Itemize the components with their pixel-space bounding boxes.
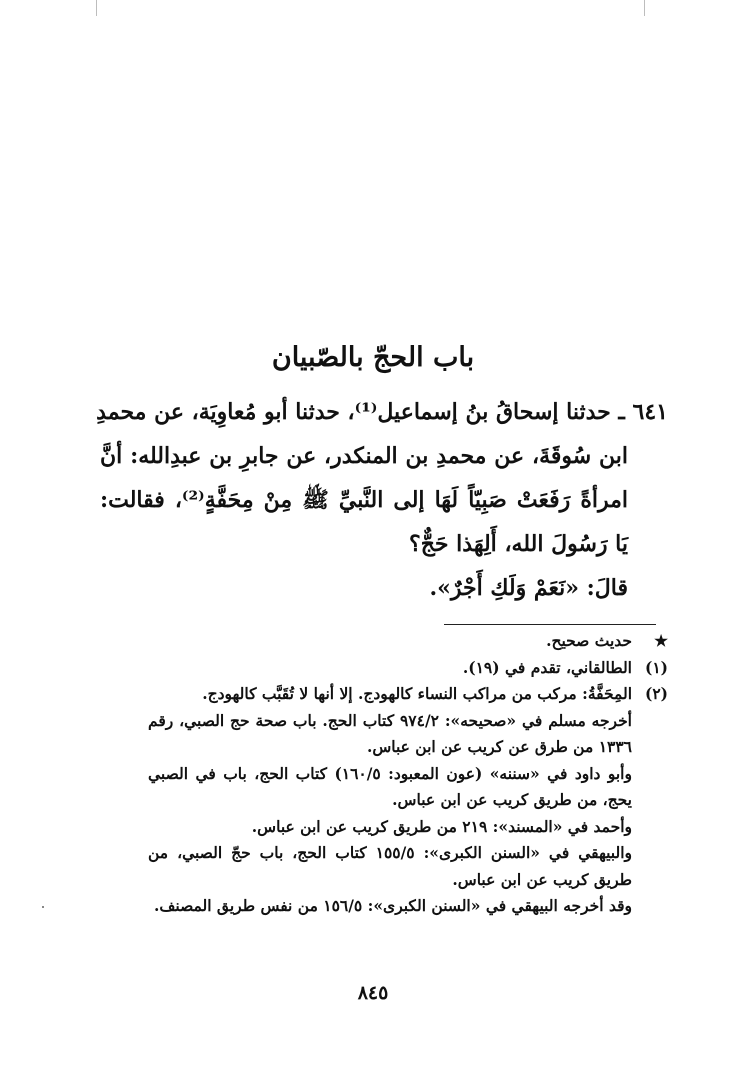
source-line: يحج، من طريق كريب عن ابن عباس. <box>392 790 632 809</box>
footnote-separator <box>444 624 656 625</box>
star-marker: ★ <box>654 631 668 650</box>
hadith-line: ٦٤١ ـ حدثنا إسحاقُ بنُ إسماعيل⁽¹⁾، حدثنا أبو مُعاوِيَة، عن محمدِ <box>96 399 668 425</box>
page-number: ٨٤٥ <box>357 982 389 1004</box>
scan-mark <box>96 0 97 16</box>
scan-speck <box>42 906 44 908</box>
scan-mark <box>644 0 645 16</box>
source-line: وأحمد في «المسند»: ٢١٩ من طريق كريب عن ابن عباس. <box>251 816 632 836</box>
hadith-line: ابن سُوقَةَ، عن محمدِ بن المنكدر، عن جابرِ بن عبدِالله: أنَّ <box>100 443 628 469</box>
footnotes <box>148 628 668 920</box>
section-title: باب الحجّ بالصّبيان <box>271 342 475 373</box>
footnote-marker: (٢) <box>644 684 668 703</box>
footnote-text: الطالقاني، تقدم في (١٩). <box>462 657 632 677</box>
hadith-line: يَا رَسُولَ الله، أَلِهَذا حَجٌّ؟ <box>409 531 628 557</box>
hadith-text <box>96 390 668 610</box>
footnote-text: حديث صحيح. <box>546 631 632 650</box>
footnote-text: المِحَفَّةُ: مركب من مراكب النساء كالهودج. إلا أنها لا تُقَبَّب كالهودج. <box>202 684 632 703</box>
source-line: أخرجه مسلم في «صحيحه»: ٩٧٤/٢ كتاب الحج. باب صحة حج الصبي، رقم <box>148 710 632 730</box>
source-line: والبيهقي في «السنن الكبرى»: ١٥٥/٥ كتاب الحج، باب حجّ الصبي، من <box>148 843 632 862</box>
source-line: ١٣٣٦ من طرق عن كريب عن ابن عباس. <box>366 737 632 756</box>
hadith-line: قالَ: «نَعَمْ وَلَكِ أَجْرٌ». <box>429 575 628 601</box>
footnote-item <box>148 681 668 708</box>
source-line: وأبو داود في «سننه» (عون المعبود: ١٦٠/٥) كتاب الحج، باب في الصبي <box>148 763 632 783</box>
footnote-marker: (١) <box>644 657 668 677</box>
footnote-item <box>148 655 668 682</box>
source-line: طريق كريب عن ابن عباس. <box>452 869 632 889</box>
footnote-star <box>148 628 668 655</box>
source-line: وقد أخرجه البيهقي في «السنن الكبرى»: ١٥٦/٥ من نفس طريق المصنف. <box>153 896 632 915</box>
hadith-line: امرأةً رَفَعَتْ صَبِيّاً لَهَا إلى النَّبيِّ ﷺ مِنْ مِحَفَّةٍ⁽²⁾، فقالت: <box>100 487 628 513</box>
